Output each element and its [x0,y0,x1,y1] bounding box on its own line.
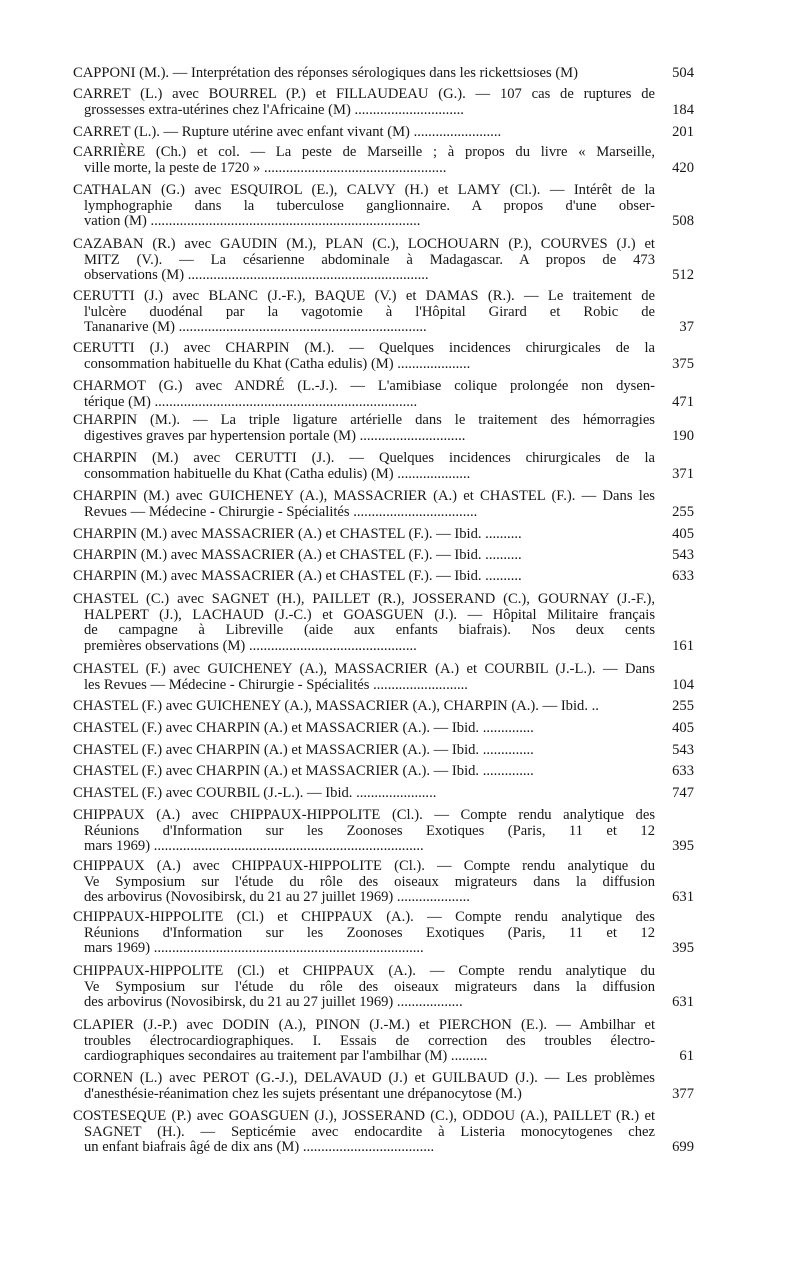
page-number: 255 [672,698,694,714]
page-number: 543 [672,547,694,563]
entry-line: CATHALAN (G.) avec ESQUIROL (E.), CALVY (H.) et LAMY (Cl.). — Intérêt de la [73,182,655,198]
entry-line: vation (M) .......................................................................... [84,213,421,229]
entry-line: cardiographiques secondaires au traitement par l'ambilhar (M) .......... [84,1048,488,1064]
entry-line: des arbovirus (Novosibirsk, du 21 au 27 juillet 1969) .................... [84,889,470,905]
entry-line: CHARPIN (M.) avec GUICHENEY (A.), MASSACRIER (A.) et CHASTEL (F.). — Dans les [73,488,655,504]
page-number: 161 [672,637,694,654]
entry-line: consommation habituelle du Khat (Catha edulis) (M) .................... [84,355,471,372]
page-number: 471 [672,393,694,410]
entry-line: CERUTTI (J.) avec BLANC (J.-F.), BAQUE (V.) et DAMAS (R.). — Le traitement de [73,288,655,304]
entry-line: CERUTTI (J.) avec CHARPIN (M.). — Quelques incidences chirurgicales de la [73,340,655,356]
entry-line: CHARPIN (M.) avec MASSACRIER (A.) et CHASTEL (F.). — Ibid. .......... [73,526,522,542]
page-number: 699 [672,1139,694,1155]
entry-line: Réunions d'Information sur les Zoonoses Exotiques (Paris, 11 et 12 [84,924,655,941]
entry-line: térique (M) ........................................................................ [84,393,418,410]
entry-line: CORNEN (L.) avec PEROT (G.-J.), DELAVAUD (J.) et GUILBAUD (J.). — Les problèmes [73,1070,655,1086]
page-number: 405 [672,526,694,542]
entry-line: Ve Symposium sur l'étude du rôle des oiseaux migrateurs dans la diffusion [84,873,655,890]
page-number: 405 [672,720,694,736]
entry-line: CHARPIN (M.) avec MASSACRIER (A.) et CHASTEL (F.). — Ibid. .......... [73,547,522,563]
entry-line: Réunions d'Information sur les Zoonoses Exotiques (Paris, 11 et 12 [84,822,655,839]
entry-line: consommation habituelle du Khat (Catha edulis) (M) .................... [84,465,471,482]
entry-line: CHASTEL (F.) avec GUICHENEY (A.), MASSACRIER (A.), CHARPIN (A.). — Ibid. .. [73,698,599,714]
entry-line: CHASTEL (F.) avec CHARPIN (A.) et MASSACRIER (A.). — Ibid. .............. [73,720,534,736]
page-number: 184 [672,101,694,118]
entry-line: lymphographie dans la tuberculose ganglionnaire. A propos d'une obser- [84,197,655,214]
entry-line: CHARPIN (M.) avec MASSACRIER (A.) et CHASTEL (F.). — Ibid. .......... [73,568,522,584]
entry-line: Tananarive (M) .................................................................... [84,319,427,335]
entry-line: mars 1969) .......................................................................... [84,940,424,956]
entry-line: CHIPPAUX (A.) avec CHIPPAUX-HIPPOLITE (Cl.). — Compte rendu analytique du [73,858,655,874]
entry-line: des arbovirus (Novosibirsk, du 21 au 27 juillet 1969) .................. [84,994,463,1010]
entry-line: CHARMOT (G.) avec ANDRÉ (L.-J.). — L'amibiase colique prolongée non dysen- [73,378,655,394]
entry-line: CHASTEL (F.) avec CHARPIN (A.) et MASSACRIER (A.). — Ibid. .............. [73,763,534,779]
entry-line: Revues — Médecine - Chirurgie - Spécialités .................................. [84,503,478,520]
entry-line: CARRIÈRE (Ch.) et col. — La peste de Marseille ; à propos du livre « Marseille, [73,144,655,160]
entry-line: CAPPONI (M.). — Interprétation des réponses sérologiques dans les rickettsioses (M) [73,65,579,81]
entry-line: CAZABAN (R.) avec GAUDIN (M.), PLAN (C.), LOCHOUARN (P.), COURVES (J.) et [73,236,655,252]
page-number: 631 [672,889,694,905]
page-number: 255 [672,503,694,520]
entry-line: CHASTEL (F.) avec CHARPIN (A.) et MASSACRIER (A.). — Ibid. .............. [73,742,534,758]
page-number: 37 [679,319,694,335]
entry-line: CARRET (L.). — Rupture utérine avec enfant vivant (M) ........................ [73,124,502,140]
entry-line: observations (M) .................................................................. [84,267,429,283]
entry-line: mars 1969) .......................................................................... [84,838,424,854]
entry-line: digestives graves par hypertension portale (M) ............................. [84,427,466,444]
entry-line: un enfant biafrais âgé de dix ans (M) .................................... [84,1139,435,1155]
page-number: 375 [672,355,694,372]
entry-line: CHARPIN (M.). — La triple ligature artérielle dans le traitement des hémorragies [73,412,655,428]
entry-line: HALPERT (J.), LACHAUD (J.-C.) et GOASGUEN (J.). — Hôpital Militaire français [84,606,655,623]
entry-line: l'ulcère duodénal par la vagotomie à l'Hôpital Girard et Robic de [84,303,655,320]
page-number: 633 [672,763,694,779]
entry-line: troubles électrocardiographiques. I. Essais de correction des troubles électro- [84,1032,655,1049]
page-number: 633 [672,568,694,584]
entry-line: de campagne à Libreville (aide aux enfants biafrais). Nos deux cents [84,622,655,638]
page-number: 201 [672,124,694,140]
entry-line: CHARPIN (M.) avec CERUTTI (J.). — Quelques incidences chirurgicales de la [73,450,655,466]
entry-line: d'anesthésie-réanimation chez les sujets présentant une drépanocytose (M.) [84,1085,522,1102]
page-number: 504 [672,65,694,81]
entry-line: COSTESEQUE (P.) avec GOASGUEN (J.), JOSSERAND (C.), ODDOU (A.), PAILLET (R.) et [73,1108,655,1124]
entry-line: CLAPIER (J.-P.) avec DODIN (A.), PINON (J.-M.) et PIERCHON (E.). — Ambilhar et [73,1017,655,1033]
entry-line: CHIPPAUX (A.) avec CHIPPAUX-HIPPOLITE (Cl.). — Compte rendu analytique des [73,807,655,823]
entry-line: MITZ (V.). — La césarienne abdominale à Madagascar. A propos de 473 [84,251,655,268]
page-number: 543 [672,742,694,758]
entry-line: Ve Symposium sur l'étude du rôle des oiseaux migrateurs dans la diffusion [84,978,655,995]
page-number: 508 [672,213,694,229]
page-number: 61 [679,1048,694,1064]
page-number: 190 [672,427,694,444]
entry-line: CHIPPAUX-HIPPOLITE (Cl.) et CHIPPAUX (A.). — Compte rendu analytique des [73,909,655,925]
entry-line: CHIPPAUX-HIPPOLITE (Cl.) et CHIPPAUX (A.). — Compte rendu analytique du [73,963,655,979]
page-number: 395 [672,940,694,956]
entry-line: CHASTEL (F.) avec COURBIL (J.-L.). — Ibid. ...................... [73,785,437,801]
page-number: 377 [672,1085,694,1102]
entry-line: CHASTEL (C.) avec SAGNET (H.), PAILLET (R.), JOSSERAND (C.), GOURNAY (J.-F.), [73,591,655,607]
entry-line: CARRET (L.) avec BOURREL (P.) et FILLAUDEAU (G.). — 107 cas de ruptures de [73,86,655,102]
page-number: 631 [672,994,694,1010]
page-number: 104 [672,676,694,693]
entry-line: ville morte, la peste de 1720 » .................................................. [84,159,447,176]
entry-line: premières observations (M) .............................................. [84,637,417,654]
entry-line: CHASTEL (F.) avec GUICHENEY (A.), MASSACRIER (A.) et COURBIL (J.-L.). — Dans [73,661,655,677]
page-number: 420 [672,159,694,176]
entry-line: les Revues — Médecine - Chirurgie - Spécialités .......................... [84,676,468,693]
page-number: 512 [672,267,694,283]
page-number: 395 [672,838,694,854]
entry-line: SAGNET (H.). — Septicémie avec endocardite à Listeria monocytogenes chez [84,1123,655,1140]
page-number: 371 [672,465,694,482]
entry-line: grossesses extra-utérines chez l'Africaine (M) .............................. [84,101,464,118]
page-number: 747 [672,785,694,801]
